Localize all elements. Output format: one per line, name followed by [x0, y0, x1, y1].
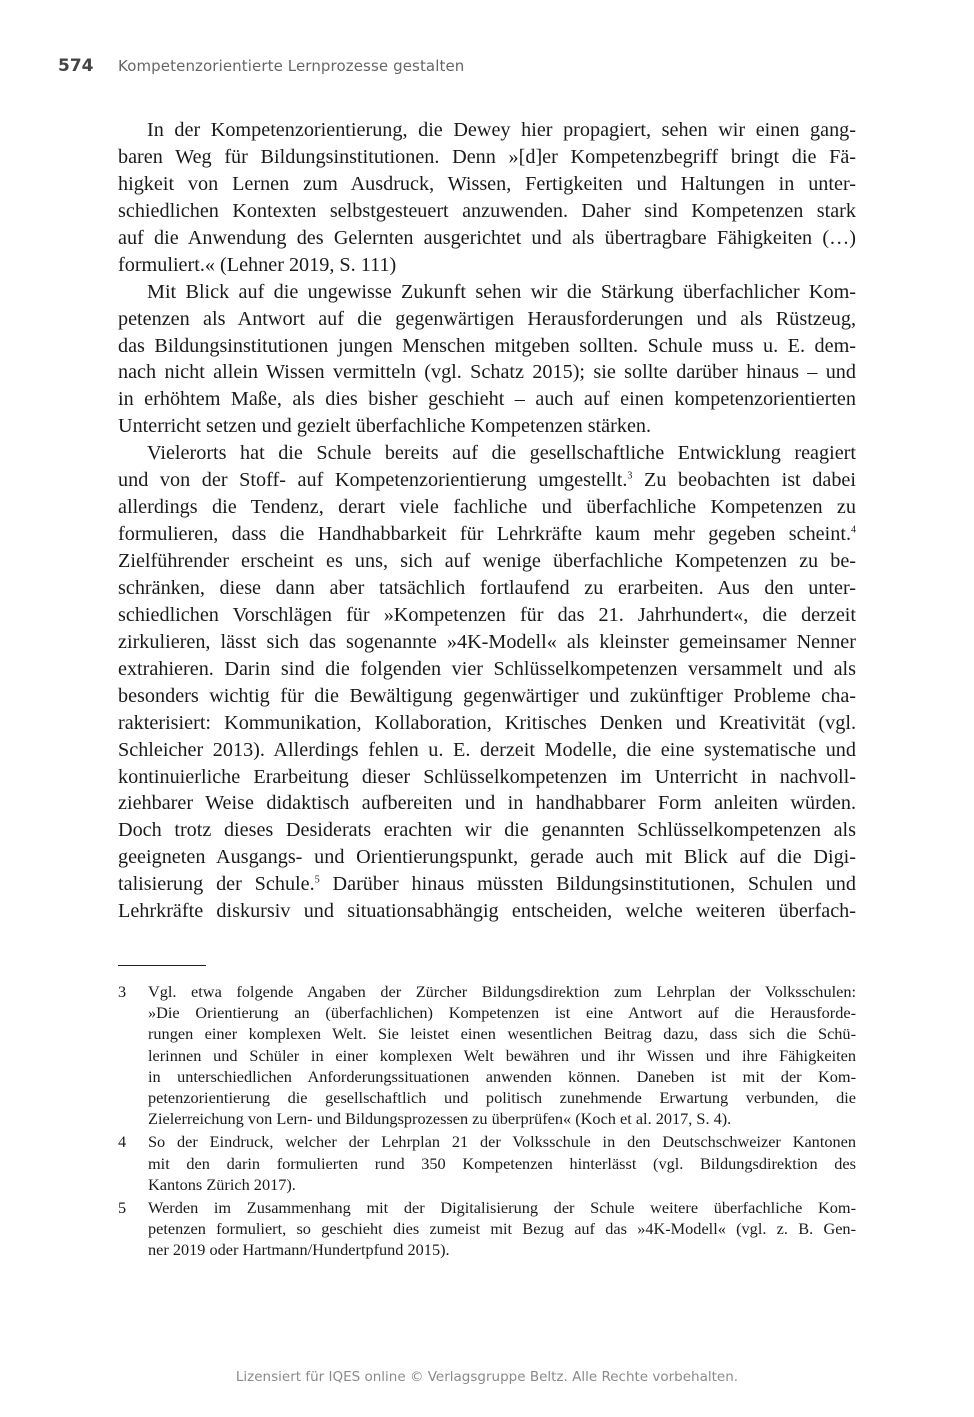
- text-line: Schleicher 2013). Allerdings fehlen u. E. derzeit Modelle, die eine systematische und: [118, 738, 856, 761]
- text-line: Doch trotz dieses Desiderats erachten wir die genannten Schlüsselkompetenzen als: [118, 819, 856, 842]
- footnote-ref-5[interactable]: 5: [314, 874, 320, 886]
- text-line: zirkulieren, lässt sich das sogenannte »4K-Modell« als kleinster gemeinsamer Nenner: [118, 630, 856, 653]
- footnote-ref-4[interactable]: 4: [851, 524, 856, 536]
- license-footer: Lizensiert für IQES online © Verlagsgruppe Beltz. Alle Rechte vorbehalten.: [235, 1369, 739, 1385]
- text-line: schiedlichen Kontexten selbstgesteuert anzuwenden. Daher sind Kompetenzen stark: [118, 199, 856, 222]
- text-line: besonders wichtig für die Bewältigung gegenwärtiger und zukünftiger Probleme cha-: [118, 684, 856, 707]
- footnote-line: Kantons Zürich 2017).: [148, 1174, 296, 1194]
- footnote-line: So der Eindruck, welcher der Lehrplan 21 der Volksschule in den Deutschschweizer Kantonen: [148, 1132, 856, 1152]
- text-line: in erhöhtem Maße, als dies bisher geschieht – auch auf einen kompetenzorientierten: [118, 388, 856, 411]
- footnote-line: »Die Orientierung an (überfachlichen) Kompetenzen ist eine Antwort auf die Herausforde-: [148, 1003, 856, 1023]
- text-line: schiedlichen Vorschlägen für »Kompetenzen für das 21. Jahrhundert«, die derzeit: [118, 603, 856, 626]
- footnote-line: lerinnen und Schüler in einer komplexen Welt bewähren und ihr Wissen und ihre Fähigkeiten: [148, 1045, 856, 1065]
- footnote-line: in unterschiedlichen Anforderungssituationen anwenden können. Daneben ist mit der Kom-: [148, 1066, 856, 1086]
- main-text: [118, 117, 856, 925]
- footnote-ref-3[interactable]: 3: [627, 470, 633, 482]
- text-line: Mit Blick auf die ungewisse Zukunft sehen wir die Stärkung überfachlicher Kom-: [147, 280, 856, 303]
- footnote-line: rungen einer komplexen Welt. Sie leistet einen wesentlichen Beitrag dazu, dass sich die Schü-: [148, 1024, 856, 1044]
- paragraph-3: [118, 440, 856, 925]
- text-line: formuliert.« (Lehner 2019, S. 111): [118, 253, 397, 276]
- footnote-3: [118, 981, 856, 1129]
- paragraph-1: [118, 117, 856, 279]
- footnote-line: ner 2019 oder Hartmann/Hundertpfund 2015).: [148, 1240, 450, 1260]
- footnote-line: petenzen formuliert, so geschieht dies zumeist mit Bezug auf das »4K-Modell« (vgl. z. B. Gen-: [148, 1219, 856, 1239]
- text-line: schränken, diese dann aber tatsächlich fortlaufend zu erarbeiten. Aus den unter-: [118, 576, 856, 599]
- text-line: baren Weg für Bildungsinstitutionen. Denn »[d]er Kompetenzbegriff bringt die Fä-: [118, 145, 856, 168]
- footnote-line: Werden im Zusammenhang mit der Digitalisierung der Schule weitere überfachliche Kom-: [148, 1197, 856, 1217]
- text-line: das Bildungsinstitutionen jungen Menschen mitgeben sollten. Schule muss u. E. dem-: [118, 334, 856, 357]
- text-line: extrahieren. Darin sind die folgenden vier Schlüsselkompetenzen versammelt und als: [118, 657, 856, 680]
- footnote-number: 3: [118, 982, 127, 1001]
- text-line: nach nicht allein Wissen vermitteln (vgl. Schatz 2015); sie sollte darüber hinaus – und: [118, 361, 856, 384]
- footnote-line: Zielerreichung von Lern- und Bildungsprozessen zu überprüfen« (Koch et al. 2017, S. 4).: [148, 1109, 732, 1129]
- running-header: [58, 56, 464, 80]
- text-line: Lehrkräfte diskursiv und situationsabhängig entscheiden, welche weiteren überfach-: [118, 900, 856, 923]
- text-line: In der Kompetenzorientierung, die Dewey hier propagiert, sehen wir einen gang-: [147, 119, 856, 141]
- footnote-number: 5: [118, 1197, 127, 1217]
- footnote-4: [118, 1131, 856, 1195]
- text-line: Unterricht setzen und gezielt überfachliche Kompetenzen stärken.: [118, 415, 652, 438]
- footnote-line: petenzorientierung die gesellschaftlich und politisch zunehmende Erwartung verbunden, die: [148, 1087, 856, 1107]
- text-line: formulieren, dass die Handhabbarkeit für Lehrkräfte kaum mehr gegeben scheint.$^4$: [118, 523, 856, 546]
- text-line: higkeit von Lernen zum Ausdruck, Wissen, Fertigkeiten und Haltungen in unter-: [118, 172, 856, 195]
- running-title: Kompetenzorientierte Lernprozesse gestalten: [118, 57, 465, 75]
- text-line: petenzen als Antwort auf die gegenwärtigen Herausforderungen und als Rüstzeug,: [118, 307, 856, 330]
- text-line: kontinuierliche Erarbeitung dieser Schlüsselkompetenzen im Unterricht in nachvoll-: [118, 765, 856, 788]
- text-line: auf die Anwendung des Gelernten ausgerichtet und als übertragbare Fähigkeiten (…): [118, 226, 856, 249]
- text-line: ziehbarer Weise didaktisch aufbereiten und in handhabbarer Form anleiten würden.: [118, 792, 856, 815]
- footnote-line: mit den darin formulierten rund 350 Kompetenzen hinterlässt (vgl. Bildungsdirektion des: [148, 1153, 856, 1173]
- text-line: und von der Stoff- auf Kompetenzorientierung umgestellt.$^3$ Zu beobachten ist dabei: [118, 469, 856, 492]
- text-line: allerdings die Tendenz, derart viele fachliche und überfachliche Kompetenzen zu: [118, 496, 856, 519]
- footnote-line: Vgl. etwa folgende Angaben der Zürcher Bildungsdirektion zum Lehrplan der Volksschulen:: [148, 982, 856, 1001]
- footnote-divider: [118, 965, 206, 966]
- text-line: rakterisiert: Kommunikation, Kollaboration, Kritisches Denken und Kreativität (vgl.: [118, 711, 856, 734]
- text-line: Vielerorts hat die Schule bereits auf die gesellschaftliche Entwicklung reagiert: [147, 442, 856, 465]
- footnotes: [118, 981, 856, 1262]
- text-line: talisierung der Schule.$^5$ Darüber hinaus müssten Bildungsinstitutionen, Schulen und: [118, 873, 856, 896]
- text-line: Zielführender erscheint es uns, sich auf wenige überfachliche Kompetenzen zu be-: [118, 550, 856, 572]
- page-number: 574: [58, 56, 94, 76]
- footnote-number: 4: [118, 1132, 127, 1152]
- paragraph-2: [118, 279, 856, 441]
- footnote-5: [118, 1197, 856, 1261]
- text-line: geeigneten Ausgangs- und Orientierungspunkt, gerade auch mit Blick auf die Digi-: [118, 846, 856, 869]
